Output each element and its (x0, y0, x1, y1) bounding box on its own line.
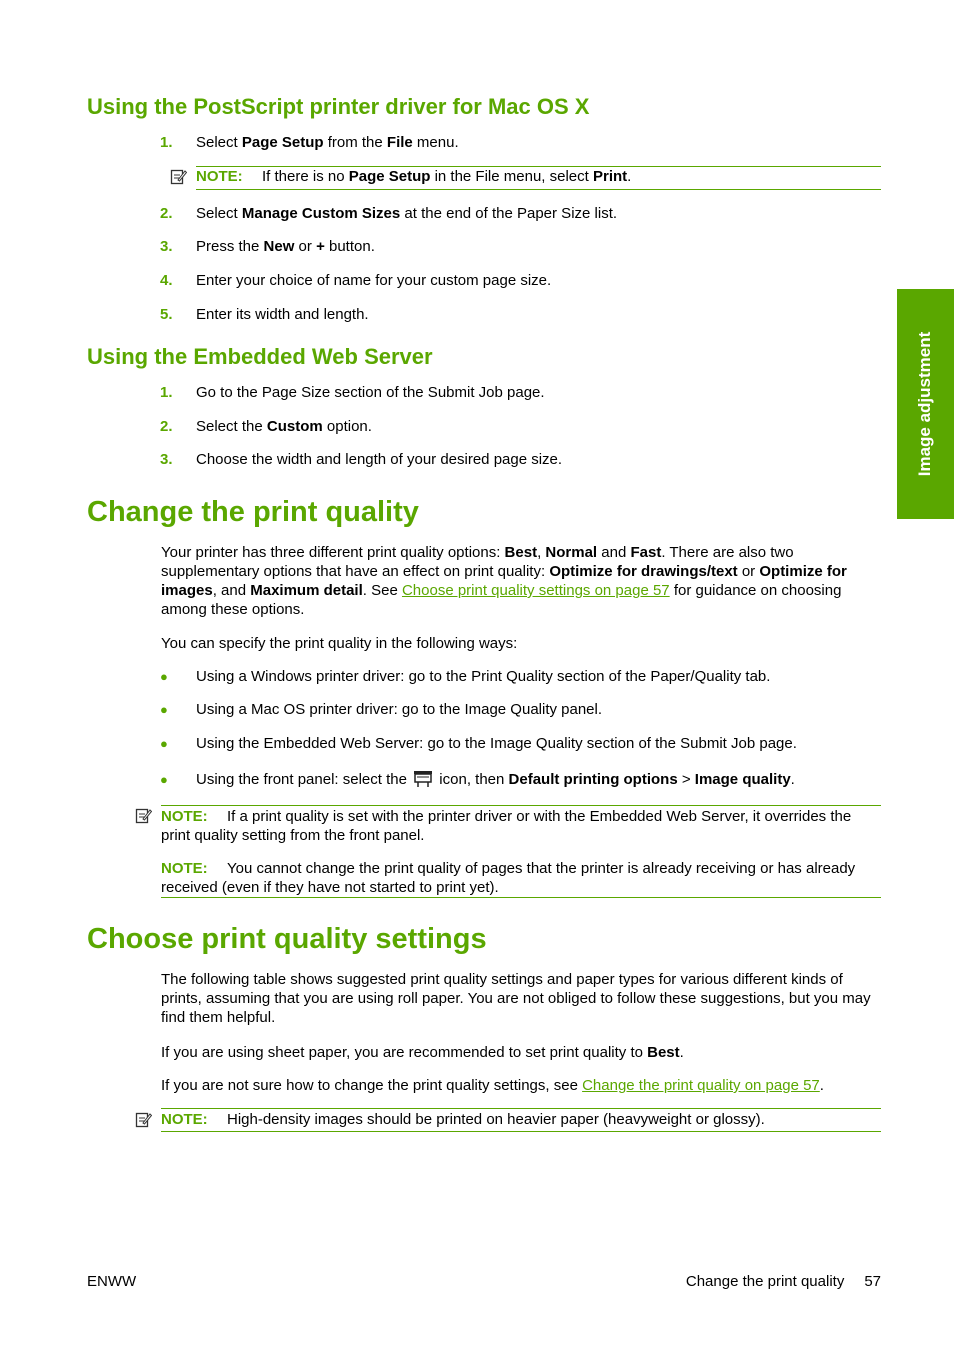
note-icon (135, 1111, 152, 1128)
heading-change-print-quality: Change the print quality (87, 496, 419, 528)
list-item: 5. Enter its width and length. (160, 306, 369, 323)
heading-choose-print-quality-settings: Choose print quality settings (87, 923, 487, 955)
link-change-print-quality[interactable]: Change the print quality on page 57 (582, 1077, 820, 1094)
paragraph-sheet-paper: If you are using sheet paper, you are recommended to set print quality to Best. (161, 1044, 684, 1061)
footer-right (686, 1273, 881, 1290)
note-page-setup: NOTE: If there is no Page Setup in the File menu, select Print. (196, 168, 632, 185)
note-rule-top (161, 1108, 881, 1109)
heading-postscript-mac: Using the PostScript printer driver for Mac OS X (87, 94, 590, 119)
list-item: 2. Select the Custom option. (160, 418, 372, 435)
list-item: 2. Select Manage Custom Sizes at the end of the Paper Size list. (160, 205, 618, 222)
footer-section: Change the print quality (685, 1273, 845, 1290)
list-item: 3. Press the New or + button. (160, 238, 375, 255)
page-number: 57 (864, 1273, 881, 1290)
paragraph-not-sure: If you are not sure how to change the print quality settings, see Change the print quality on page 57. (161, 1077, 824, 1094)
bullet-icon: ● (160, 669, 168, 684)
side-tab (897, 289, 954, 519)
note-icon (170, 168, 187, 185)
note-high-density: NOTE: High-density images should be printed on heavier paper (heavyweight or glossy). (161, 1111, 765, 1128)
link-choose-print-quality[interactable]: Choose print quality settings on page 57 (401, 582, 670, 599)
note-icon (135, 807, 152, 824)
list-item: 3. Choose the width and length of your desired page size. (160, 451, 563, 468)
paragraph-quality-options: Your printer has three different print quality options: Best, Normal and Fast. There are also two supplementary options that have an effect on print quality: Optimize for drawings/text or Optimize for images, and Maximum detail. See Choose print quality settings on page 57 for guidance on choosing among these options. (161, 544, 847, 618)
note-rule-top (161, 805, 881, 806)
note-cannot-change: NOTE: You cannot change the print quality of pages that the printer is already receiving or has already received (even if they have not started to print yet). (161, 860, 856, 896)
list-item: ● Using a Windows printer driver: go to the Print Quality section of the Paper/Quality tab. (160, 668, 771, 685)
setup-menu-icon (413, 769, 433, 788)
bullet-icon: ● (160, 772, 168, 787)
paragraph-specify-quality: You can specify the print quality in the following ways: (161, 635, 518, 652)
paragraph-table-intro: The following table shows suggested print quality settings and paper types for various different kinds of prints, assuming that you are using roll paper. You are not obliged to follow these suggestions, but you may find them helpful. (161, 971, 871, 1026)
note-overrides: NOTE: If a print quality is set with the printer driver or with the Embedded Web Server, it overrides the print quality setting from the front panel. (161, 808, 852, 844)
footer-left: ENWW (87, 1273, 137, 1290)
side-tab-label: Image adjustment (915, 331, 934, 477)
list-item: ● Using a Mac OS printer driver: go to the Image Quality panel. (160, 701, 603, 718)
heading-embedded-web-server: Using the Embedded Web Server (87, 344, 433, 369)
note-rule-bottom (161, 897, 881, 898)
note-rule-bottom (161, 1131, 881, 1132)
list-item: ● Using the front panel: select the icon, then Default printing options > Image quality. (160, 771, 795, 788)
note-rule-bottom (196, 189, 881, 190)
list-item: 4. Enter your choice of name for your custom page size. (160, 272, 552, 289)
list-item: 1. Go to the Page Size section of the Submit Job page. (160, 384, 545, 401)
bullet-icon: ● (160, 702, 168, 717)
list-item: ● Using the Embedded Web Server: go to the Image Quality section of the Submit Job page. (160, 735, 797, 752)
list-item: 1. Select Page Setup from the File menu. (160, 134, 459, 151)
note-rule-top (196, 166, 881, 167)
bullet-icon: ● (160, 736, 168, 751)
